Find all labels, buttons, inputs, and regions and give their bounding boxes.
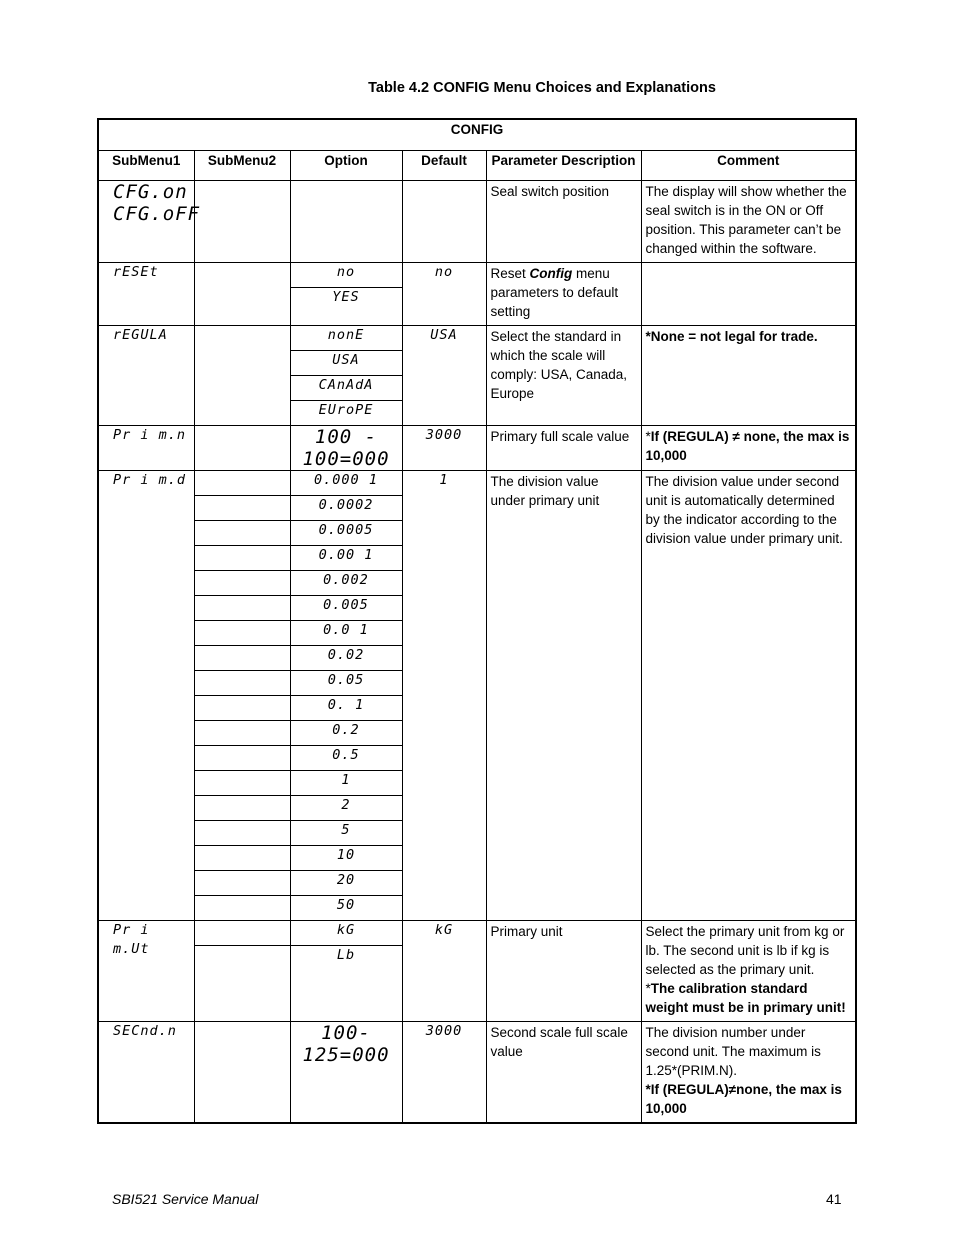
option-cell: 0.00 1 xyxy=(290,546,402,571)
comment-bold-text: If (REGULA) ≠ none, the max is 10,000 xyxy=(645,429,850,463)
submenu2-cell xyxy=(194,621,290,646)
option-cell: 1 xyxy=(290,771,402,796)
submenu2-cell xyxy=(194,263,290,326)
col-header-option: Option xyxy=(290,151,402,181)
submenu2-cell xyxy=(194,671,290,696)
option-cell: 0.0005 xyxy=(290,521,402,546)
submenu2-cell xyxy=(194,796,290,821)
option-cell: 0.5 xyxy=(290,746,402,771)
description-cell xyxy=(486,263,641,326)
submenu2-cell xyxy=(194,496,290,521)
lcd-value: CFG.on xyxy=(113,181,188,203)
option-cell: 50 xyxy=(290,896,402,921)
option-cell: USA xyxy=(290,351,402,376)
submenu2-cell xyxy=(194,821,290,846)
option-cell: 0.02 xyxy=(290,646,402,671)
submenu2-cell xyxy=(194,571,290,596)
config-menu-table xyxy=(97,118,857,1124)
col-header-default: Default xyxy=(402,151,486,181)
table-caption: Table 4.2 CONFIG Menu Choices and Explanations xyxy=(368,80,716,96)
description-text: Reset xyxy=(490,266,530,281)
table-row xyxy=(98,426,856,471)
option-cell: 0.05 xyxy=(290,671,402,696)
option-cell: 0.2 xyxy=(290,721,402,746)
option-cell: CAnAdA xyxy=(290,376,402,401)
comment-cell xyxy=(641,263,856,326)
option-cell: 2 xyxy=(290,796,402,821)
option-cell: 0.000 1 xyxy=(290,471,402,496)
table-row xyxy=(98,921,856,946)
table-row xyxy=(98,471,856,496)
submenu1-cell: rESEt xyxy=(98,263,194,326)
submenu2-cell xyxy=(194,546,290,571)
option-cell: 0.0002 xyxy=(290,496,402,521)
table-row xyxy=(98,181,856,263)
option-cell: no xyxy=(290,263,402,288)
lcd-value: CFG.oFF xyxy=(113,203,201,225)
table-row xyxy=(98,1022,856,1124)
description-text: menu parameters to default setting xyxy=(490,266,619,319)
comment-cell xyxy=(641,921,856,1022)
comment-text: * xyxy=(645,429,651,444)
comment-cell xyxy=(641,426,856,471)
comment-bold-text: *If (REGULA)≠none, the max is 10,000 xyxy=(645,1082,842,1116)
option-cell: 10 xyxy=(290,846,402,871)
option-cell: nonE xyxy=(290,326,402,351)
col-header-submenu1: SubMenu1 xyxy=(98,151,194,181)
default-cell xyxy=(402,181,486,263)
default-cell: 1 xyxy=(402,471,486,921)
submenu2-cell xyxy=(194,696,290,721)
submenu2-cell xyxy=(194,326,290,426)
submenu1-cell: Pr i m.Ut xyxy=(98,921,194,1022)
table-row xyxy=(98,263,856,288)
submenu2-cell xyxy=(194,646,290,671)
default-cell: kG xyxy=(402,921,486,1022)
submenu1-cell xyxy=(98,181,201,263)
lcd-value: 125=000 xyxy=(302,1044,390,1066)
col-header-submenu2: SubMenu2 xyxy=(194,151,290,181)
config-emphasis: Config xyxy=(529,266,573,281)
comment-text: * xyxy=(645,981,651,996)
option-cell: Lb xyxy=(290,946,402,1022)
submenu1-cell: Pr i m.d xyxy=(98,471,194,921)
option-cell xyxy=(290,181,402,263)
description-cell: Second scale full scale value xyxy=(486,1022,641,1124)
table-row xyxy=(98,326,856,351)
option-cell: 0. 1 xyxy=(290,696,402,721)
option-cell: 20 xyxy=(290,871,402,896)
submenu2-cell xyxy=(194,1022,290,1124)
lcd-value: 100- xyxy=(321,1022,371,1044)
submenu2-cell xyxy=(194,521,290,546)
option-cell xyxy=(290,1022,402,1124)
option-cell: 0.005 xyxy=(290,596,402,621)
submenu2-cell xyxy=(194,846,290,871)
footer-manual-title: SBI521 Service Manual xyxy=(112,1191,259,1207)
comment-bold-text: The calibration standard weight must be in primary unit! xyxy=(645,981,846,1015)
submenu2-cell xyxy=(194,426,290,471)
submenu2-cell xyxy=(194,746,290,771)
comment-text: The division number under second unit. The maximum is 1.25*(PRIM.N). xyxy=(645,1025,821,1078)
submenu1-cell: Pr i m.n xyxy=(98,426,194,471)
description-cell: Seal switch position xyxy=(486,181,641,263)
option-cell xyxy=(290,426,402,471)
submenu2-cell xyxy=(194,921,290,946)
submenu2-cell xyxy=(194,871,290,896)
default-cell: USA xyxy=(402,326,486,426)
page-number: 41 xyxy=(826,1191,842,1207)
option-cell: 0.002 xyxy=(290,571,402,596)
comment-text: Select the primary unit from kg or lb. The second unit is lb if kg is selected as the primary unit. xyxy=(645,924,845,977)
description-cell: Primary full scale value xyxy=(486,426,641,471)
default-cell: 3000 xyxy=(402,1022,486,1124)
submenu2-cell xyxy=(194,596,290,621)
comment-cell: *None = not legal for trade. xyxy=(641,326,856,426)
submenu2-cell xyxy=(194,471,290,496)
col-header-comment: Comment xyxy=(641,151,856,181)
submenu2-cell xyxy=(194,946,290,1022)
submenu2-cell xyxy=(194,896,290,921)
option-cell: 0.0 1 xyxy=(290,621,402,646)
comment-cell xyxy=(641,1022,856,1124)
option-cell: YES xyxy=(290,288,402,326)
comment-cell: The division value under second unit is automatically determined by the indicator according to the division value under primary unit. xyxy=(641,471,856,921)
lcd-value: 100=000 xyxy=(302,448,390,470)
default-cell: 3000 xyxy=(402,426,486,471)
option-cell: EUroPE xyxy=(290,401,402,426)
description-cell: Primary unit xyxy=(486,921,641,1022)
description-cell: Select the standard in which the scale will comply: USA, Canada, Europe xyxy=(486,326,641,426)
submenu2-cell xyxy=(194,771,290,796)
submenu1-cell: SECnd.n xyxy=(98,1022,194,1124)
table-title: CONFIG xyxy=(98,119,856,151)
lcd-value: 100 - xyxy=(314,426,378,448)
option-cell: 5 xyxy=(290,821,402,846)
default-cell: no xyxy=(402,263,486,326)
option-cell: kG xyxy=(290,921,402,946)
col-header-parameter-description: Parameter Description xyxy=(486,151,641,181)
submenu2-cell xyxy=(194,721,290,746)
comment-cell: The display will show whether the seal switch is in the ON or Off position. This parameter can’t be changed within the software. xyxy=(641,181,856,263)
submenu1-cell: rEGULA xyxy=(98,326,194,426)
submenu2-cell xyxy=(194,181,290,263)
description-cell: The division value under primary unit xyxy=(486,471,641,921)
